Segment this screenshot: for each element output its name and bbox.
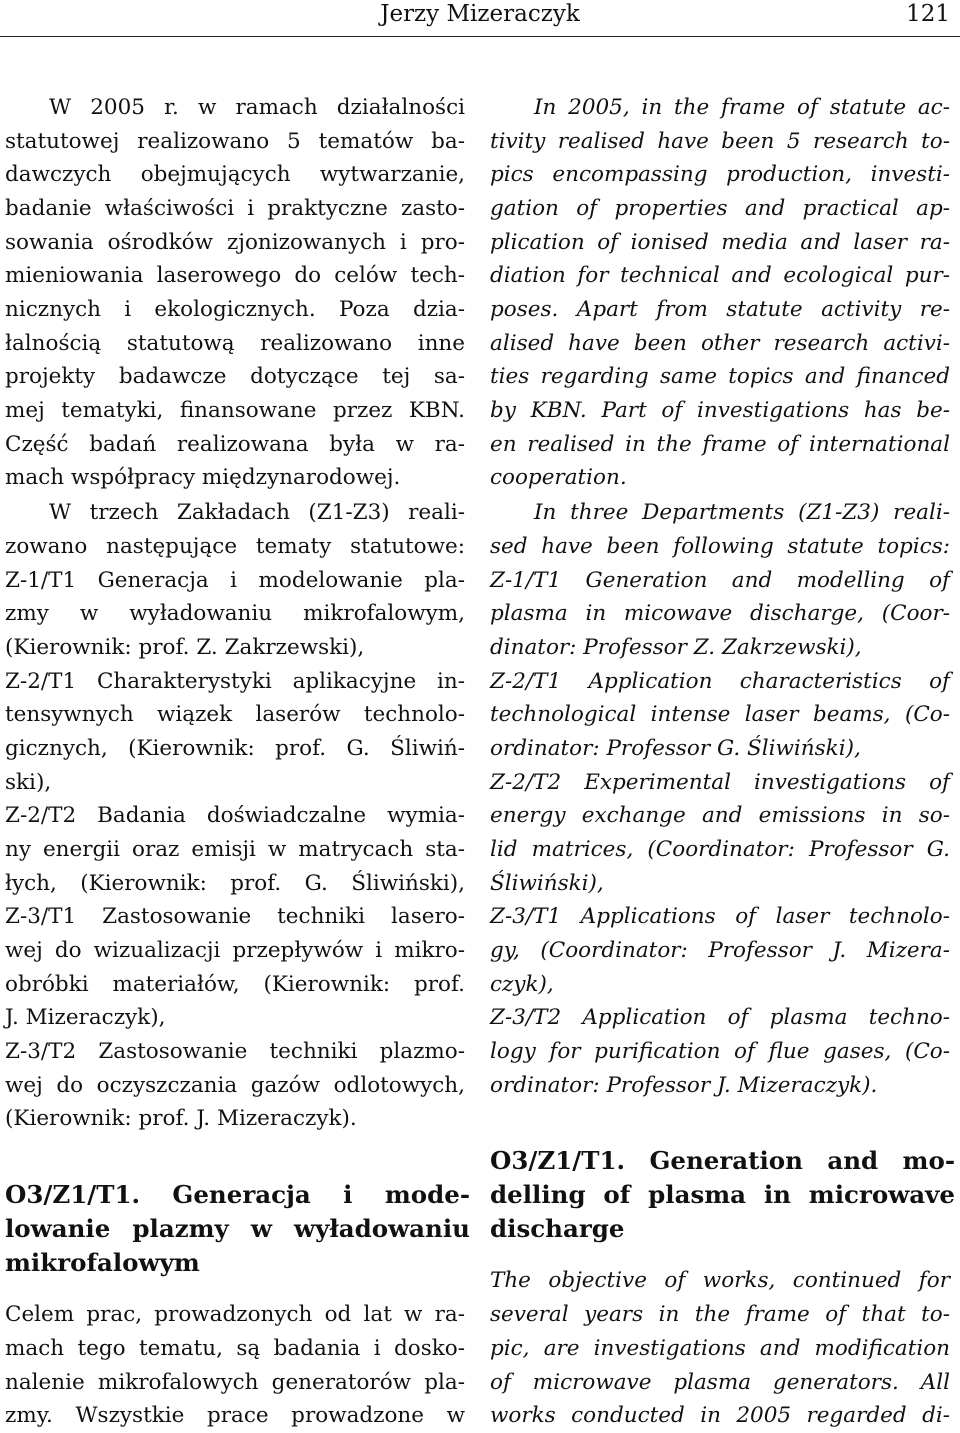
text-line: Z-2/T2 Experimental investigations of [490, 770, 950, 795]
text-line: ny energii oraz emisji w matrycach sta- [5, 837, 465, 862]
text-line: Z-2/T2 Badania doświadczalne wymia- [5, 803, 465, 828]
heading-line: delling of plasma in microwave [490, 1180, 955, 1209]
text-line: dinator: Professor Z. Zakrzewski), [490, 635, 862, 660]
text-line: wej do wizualizacji przepływów i mikro- [5, 938, 465, 963]
text-line: In 2005, in the frame of statute ac- [534, 95, 950, 120]
text-line: lid matrices, (Coordinator: Professor G. [490, 837, 950, 862]
text-line: several years in the frame of that to- [490, 1302, 950, 1327]
text-line: nicznych i ekologicznych. Poza dzia- [5, 297, 465, 322]
text-line: mach tego tematu, są badania i dosko- [5, 1336, 465, 1361]
text-line: by KBN. Part of investigations has be- [490, 398, 950, 423]
heading-line: O3/Z1/T1. Generation and mo- [490, 1146, 955, 1175]
text-line: en realised in the frame of international [490, 432, 950, 457]
text-line: In three Departments (Z1-Z3) reali- [534, 500, 950, 525]
text-line: łalnością statutową realizowano inne [5, 331, 465, 356]
text-line: czyk), [490, 972, 554, 997]
text-line: badanie właściwości i praktyczne zasto- [5, 196, 465, 221]
text-line: Śliwiński), [490, 871, 604, 896]
text-line: Z-1/T1 Generation and modelling of [490, 568, 950, 593]
text-line: (Kierownik: prof. Z. Zakrzewski), [5, 635, 365, 660]
text-line: plasma in micowave discharge, (Coor- [490, 601, 950, 626]
text-line: sowania ośrodków zjonizowanych i pro- [5, 230, 465, 255]
text-line: Z-3/T2 Zastosowanie techniki plazmo- [5, 1039, 465, 1064]
text-line: ties regarding same topics and financed [490, 364, 950, 389]
text-line: diation for technical and ecological pur- [490, 263, 950, 288]
heading-line: O3/Z1/T1. Generacja i mode- [5, 1180, 470, 1209]
text-line: mej tematyki, finansowane przez KBN. [5, 398, 465, 423]
text-line: Z-3/T1 Applications of laser technolo- [490, 904, 950, 929]
text-line: tensywnych wiązek laserów technolo- [5, 702, 465, 727]
text-line: łych, (Kierownik: prof. G. Śliwiński), [5, 871, 465, 896]
text-line: logy for purification of flue gases, (Co- [490, 1039, 950, 1064]
text-line: ski), [5, 770, 52, 795]
text-line: wej do oczyszczania gazów odlotowych, [5, 1073, 465, 1098]
text-line: poses. Apart from statute activity re- [490, 297, 950, 322]
text-line: dawczych obejmujących wytwarzanie, [5, 162, 465, 187]
text-line: The objective of works, continued for [490, 1268, 950, 1293]
text-line: Z-3/T2 Application of plasma techno- [490, 1005, 950, 1030]
text-line: W trzech Zakładach (Z1-Z3) reali- [49, 500, 465, 525]
text-line: Z-2/T1 Charakterystyki aplikacyjne in- [5, 669, 465, 694]
text-line: W 2005 r. w ramach działalności [49, 95, 465, 120]
running-head [0, 0, 960, 37]
text-line: Część badań realizowana była w ra- [5, 432, 465, 457]
text-line: pics encompassing production, investi- [490, 162, 950, 187]
text-line: Z-1/T1 Generacja i modelowanie pla- [5, 568, 465, 593]
text-line: obróbki materiałów, (Kierownik: prof. [5, 972, 465, 997]
text-line: works conducted in 2005 regarded di- [490, 1403, 950, 1428]
heading-line: lowanie plazmy w wyładowaniu [5, 1214, 470, 1243]
text-line: energy exchange and emissions in so- [490, 803, 950, 828]
running-head-author: Jerzy Mizeraczyk [380, 1, 580, 27]
text-line: cooperation. [490, 465, 627, 490]
text-line: ordinator: Professor G. Śliwiński), [490, 736, 861, 761]
heading-line: discharge [490, 1214, 625, 1243]
heading-line: mikrofalowym [5, 1248, 200, 1277]
text-line: mieniowania laserowego do celów tech- [5, 263, 465, 288]
text-line: pic, are investigations and modification [490, 1336, 950, 1361]
text-line: mach współpracy międzynarodowej. [5, 465, 401, 490]
text-line: zmy. Wszystkie prace prowadzone w [5, 1403, 465, 1428]
text-line: J. Mizeraczyk), [5, 1005, 166, 1030]
text-line: Celem prac, prowadzonych od lat w ra- [5, 1302, 465, 1327]
text-line: alised have been other research activi- [490, 331, 950, 356]
text-line: Z-3/T1 Zastosowanie techniki lasero- [5, 904, 465, 929]
text-line: sed have been following statute topics: [490, 534, 950, 559]
text-line: of microwave plasma generators. All [490, 1370, 950, 1395]
text-line: (Kierownik: prof. J. Mizeraczyk). [5, 1106, 357, 1131]
text-line: technological intense laser beams, (Co- [490, 702, 950, 727]
text-line: gicznych, (Kierownik: prof. G. Śliwiń- [5, 736, 465, 761]
text-line: zmy w wyładowaniu mikrofalowym, [5, 601, 465, 626]
text-line: projekty badawcze dotyczące tej sa- [5, 364, 465, 389]
text-line: zowano następujące tematy statutowe: [5, 534, 465, 559]
text-line: statutowej realizowano 5 tematów ba- [5, 129, 465, 154]
text-line: plication of ionised media and laser ra- [490, 230, 950, 255]
text-line: Z-2/T1 Application characteristics of [490, 669, 950, 694]
text-line: nalenie mikrofalowych generatorów pla- [5, 1370, 465, 1395]
text-line: gy, (Coordinator: Professor J. Mizera- [490, 938, 950, 963]
text-line: ordinator: Professor J. Mizeraczyk). [490, 1073, 878, 1098]
text-line: gation of properties and practical ap- [490, 196, 950, 221]
text-line: tivity realised have been 5 research to- [490, 129, 950, 154]
page-number: 121 [906, 1, 950, 27]
